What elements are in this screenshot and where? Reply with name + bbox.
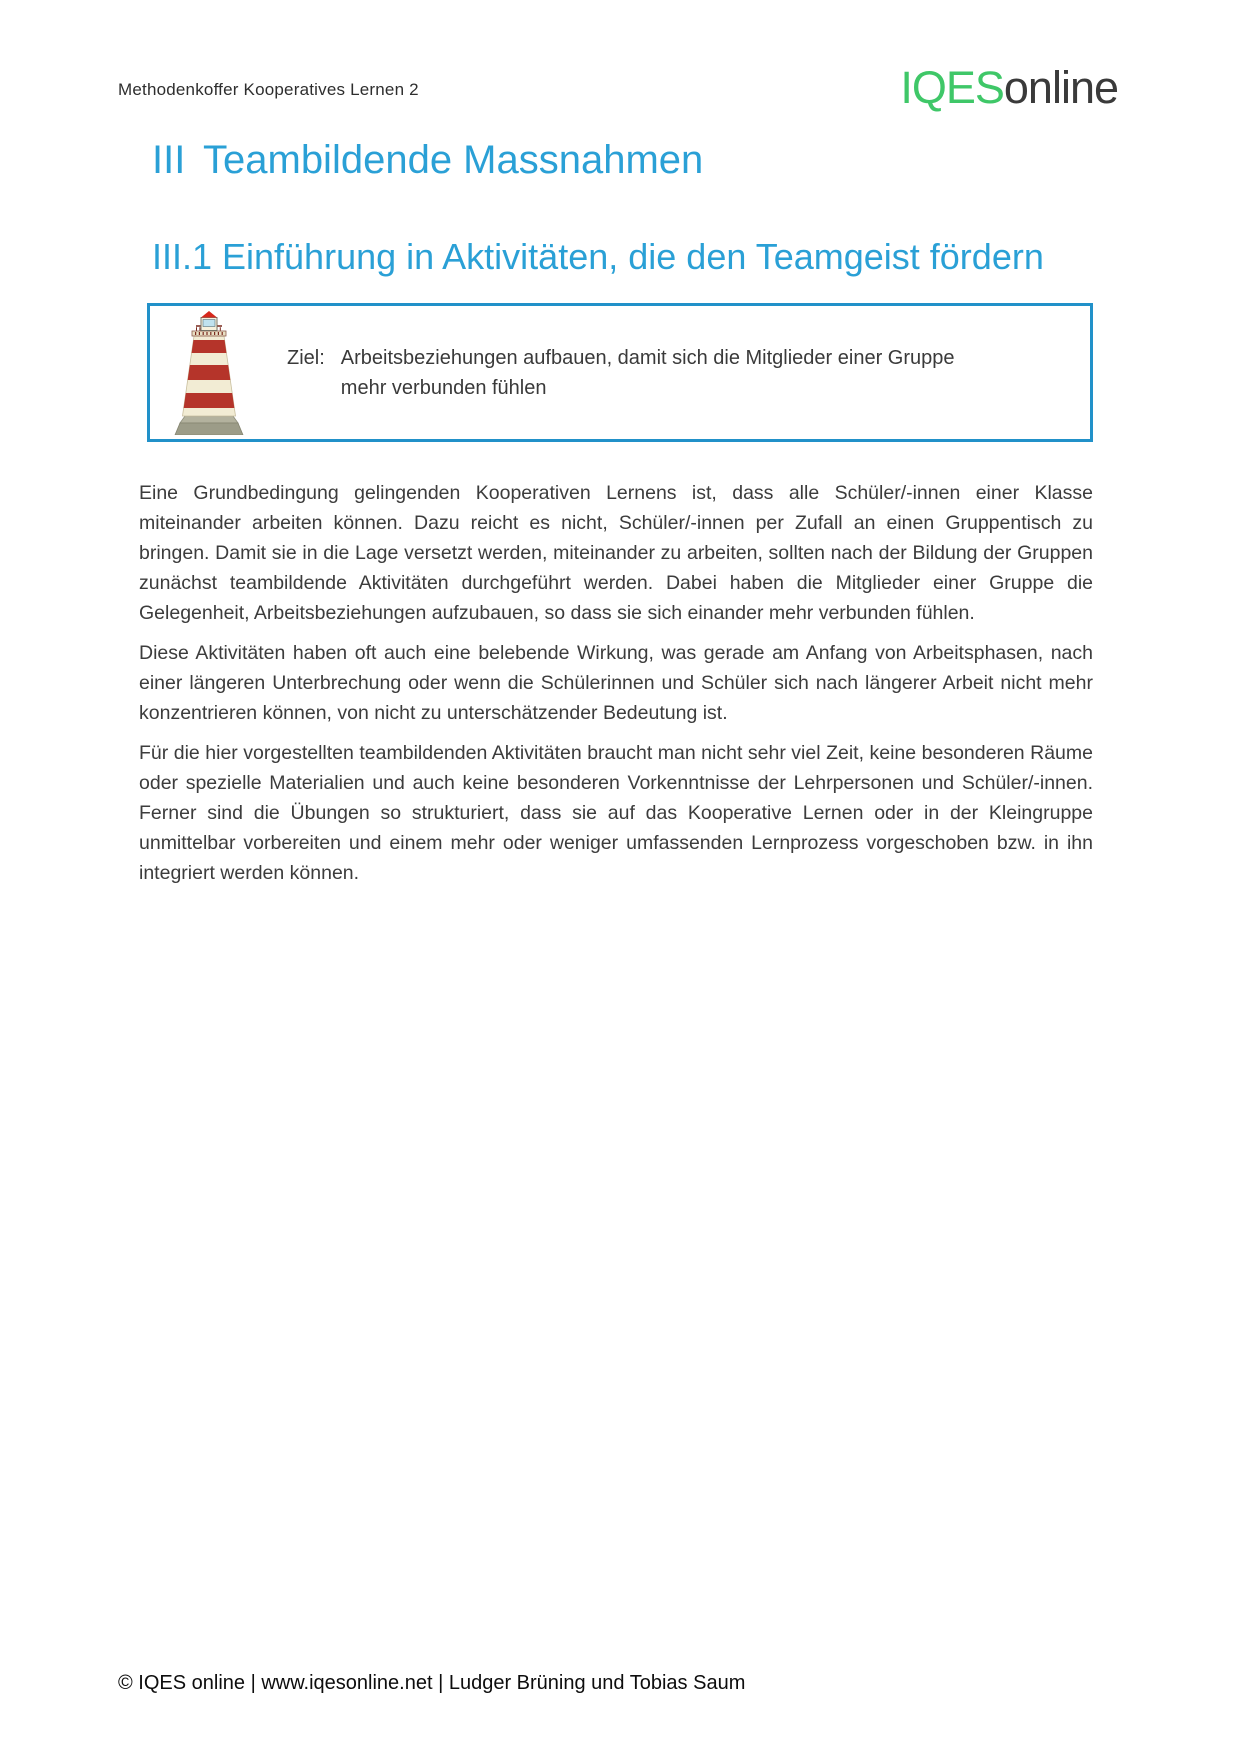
logo-text-iqes: IQES [900,62,1004,113]
body-text [139,478,1093,898]
paragraph-1: Eine Grundbedingung gelingenden Kooperativen Lernens ist, dass alle Schüler/-innen einer Klasse miteinander arbeiten können. Dazu reicht es nicht, Schüler/-innen per Zufall an einen Gruppentisch zu bringen. Damit sie in die Lage versetzt werden, miteinander zu arbeiten, sollten nach der Bildung der Gruppen zunächst teambildende Aktivitäten durchgeführt werden. Dabei haben die Mitglieder einer Gruppe die Gelegenheit, Arbeitsbeziehungen aufzubauen, so dass sie sich einander mehr verbunden fühlen. [139,482,1093,624]
logo-text-online: online [1003,62,1118,113]
chapter-title: Teambildende Massnahmen [203,138,704,182]
section-title: Einführung in Aktivitäten, die den Teamgeist fördern [222,236,1044,277]
goal-text: Arbeitsbeziehungen aufbauen, damit sich die Mitglieder einer Gruppe mehr verbunden fühlen [340,346,955,399]
goal-statement [287,343,1001,403]
chapter-heading [152,138,703,183]
goal-box [147,303,1093,442]
goal-label: Ziel: [287,346,325,369]
page-footer: © IQES online | www.iqesonline.net | Ludger Brüning und Tobias Saum [118,1672,746,1694]
iqes-logo [900,62,1118,114]
chapter-number: III [152,138,186,182]
document-title: Methodenkoffer Kooperatives Lernen 2 [118,80,419,99]
paragraph-2: Diese Aktivitäten haben oft auch eine belebende Wirkung, was gerade am Anfang von Arbeitsphasen, nach einer längeren Unterbrechung oder wenn die Schülerinnen und Schüler sich nach längerer Arbeit nicht mehr konzentrieren können, von nicht zu unterschätzender Bedeutung ist. [139,642,1093,724]
section-heading [152,236,1044,278]
section-number: III.1 [152,236,213,277]
lighthouse-icon [171,311,247,435]
paragraph-3: Für die hier vorgestellten teambildenden Aktivitäten braucht man nicht sehr viel Zeit, keine besonderen Räume oder spezielle Materialien und auch keine besonderen Vorkenntnisse der Lehrpersonen und Schüler/-innen. Ferner sind die Übungen so strukturiert, dass sie auf das Kooperative Lernen oder in der Kleingruppe unmittelbar vorbereiten und einem mehr oder weniger umfassenden Lernprozess vorgeschoben bzw. in ihn integriert werden können. [139,742,1093,884]
